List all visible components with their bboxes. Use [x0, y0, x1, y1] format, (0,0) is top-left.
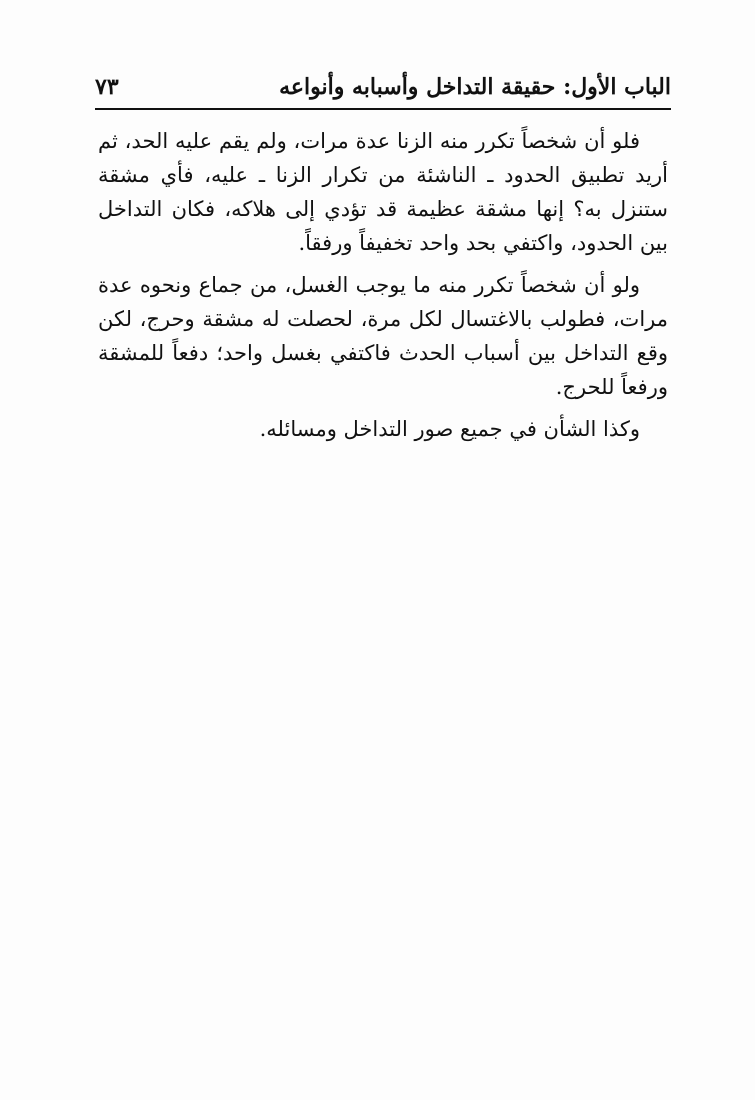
- body-text: [98, 124, 668, 454]
- page-number: ٧٣: [95, 74, 119, 100]
- paragraph-1: فلو أن شخصاً تكرر منه الزنا عدة مرات، ولم يقم عليه الحد، ثم أريد تطبيق الحدود ـ الناشئة من تكرار الزنا ـ عليه، فأي مشقة ستنزل به؟ إنها مشقة عظيمة قد تؤدي إلى هلاكه، فكان التداخل بين الحدود، واكتفي بحد واحد تخفيفاً ورفقاً.: [98, 129, 668, 255]
- running-header-title: الباب الأول: حقيقة التداخل وأسبابه وأنواعه: [279, 74, 671, 100]
- page-header: [95, 66, 671, 106]
- paragraph-2: ولو أن شخصاً تكرر منه ما يوجب الغسل، من جماع ونحوه عدة مرات، فطولب بالاغتسال لكل مرة، لحصلت له مشقة وحرج، لكن وقع التداخل بين أسباب الحدث فاكتفي بغسل واحد؛ دفعاً للمشقة ورفعاً للحرج.: [98, 273, 668, 399]
- paragraph-3: وكذا الشأن في جميع صور التداخل ومسائله.: [259, 417, 640, 441]
- header-divider: [95, 108, 671, 110]
